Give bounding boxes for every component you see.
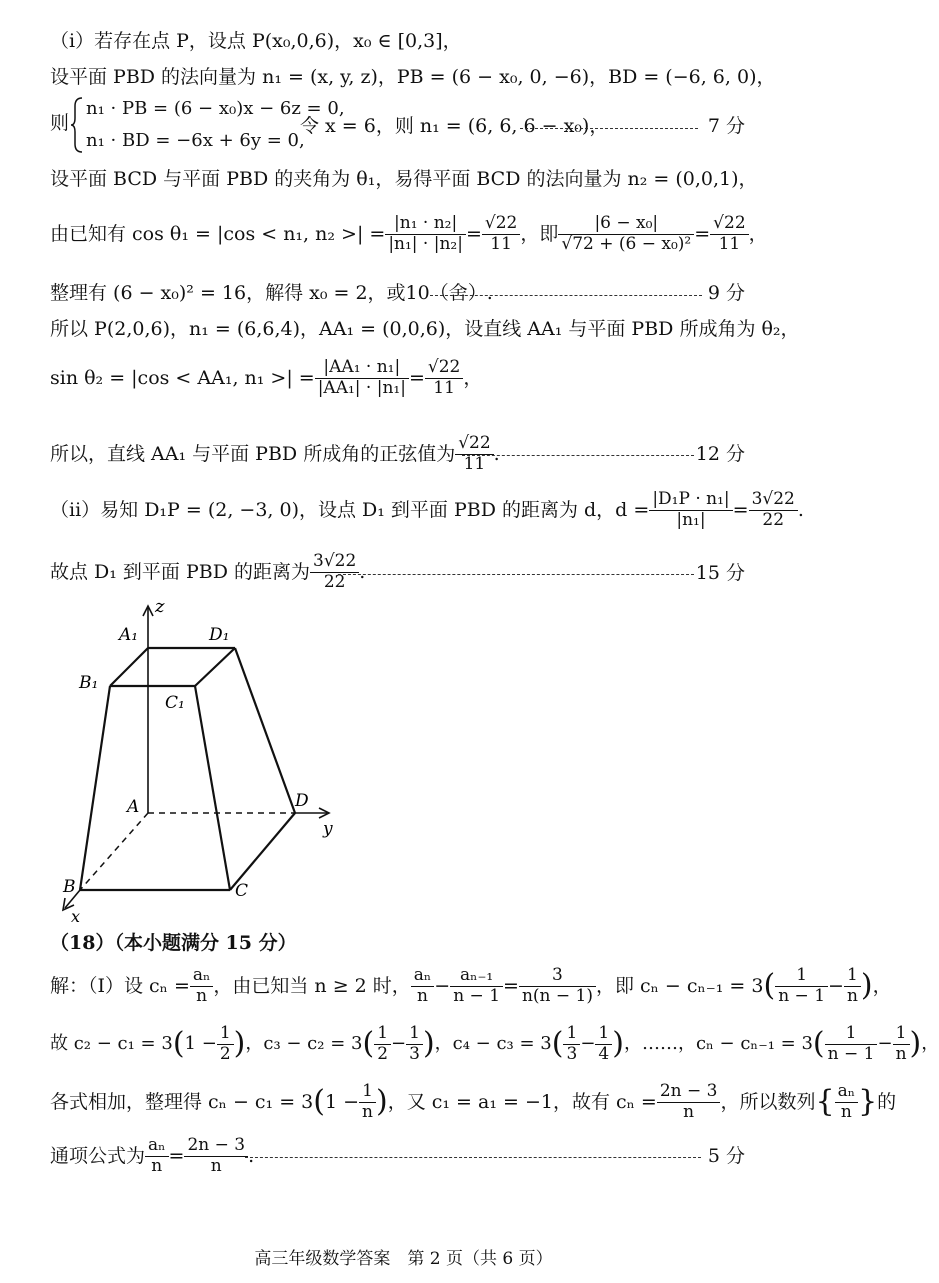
equals: = (503, 974, 519, 997)
text: 故 c₂ − c₁ = 3 (50, 1033, 173, 1054)
text: − (434, 974, 451, 997)
score-12: 12 分 (695, 443, 745, 465)
page-footer: 高三年级数学答案 第 2 页（共 6 页） (254, 1249, 553, 1269)
text: ，c₄ − c₃ = 3 (434, 1033, 552, 1054)
text: − (828, 974, 844, 997)
left-brace (70, 96, 84, 154)
label-z: z (155, 596, 165, 617)
numerator: 1 (844, 966, 861, 987)
fraction (595, 1024, 612, 1064)
numerator: 2n − 3 (657, 1082, 721, 1103)
numerator: |D₁P · n₁| (649, 490, 732, 511)
left-paren: ( (763, 968, 776, 1003)
numerator: aₙ (835, 1082, 859, 1103)
label-a1: A₁ (119, 625, 139, 645)
right-paren: ) (909, 1026, 922, 1061)
sin-prefix: sin θ₂ = |cos < AA₁, n₁ >| = (50, 366, 315, 389)
equals: = (732, 498, 749, 521)
part-ii-line (50, 484, 804, 536)
dash-leader (338, 574, 694, 575)
normal-vector-setup: 设平面 PBD 的法向量为 n₁ = (x, y, z)，PB = (6 − x₀, 0, −6)，BD = (−6, 6, 0)， (50, 66, 776, 88)
text: （ii）易知 D₁P = (2, −3, 0)，设点 D₁ 到平面 PBD 的距离为 d，d = (50, 498, 650, 521)
sin-theta2-line (50, 350, 482, 406)
score-9: 9 分 (707, 282, 745, 304)
cos-theta1-line (50, 206, 768, 262)
numerator: 1 (563, 1024, 580, 1045)
numerator: |AA₁ · n₁| (315, 358, 409, 379)
distance-result-line (50, 546, 365, 598)
fraction (310, 552, 359, 592)
label-a: A (127, 797, 140, 817)
text: ，又 c₁ = a₁ = −1，故有 cₙ = (387, 1090, 657, 1113)
fraction (374, 1024, 391, 1064)
frustum-figure (55, 598, 355, 928)
text: 1 − (324, 1090, 360, 1113)
label-d1: D₁ (209, 625, 230, 645)
denominator: 11 (433, 377, 455, 398)
numerator: |6 − x₀| (558, 214, 694, 235)
numerator: 3√22 (310, 552, 359, 573)
text: ，由已知当 n ≥ 2 时， (213, 974, 411, 997)
fraction (385, 214, 466, 254)
sine-value-line (50, 428, 500, 480)
text: . (493, 442, 500, 465)
numerator: 2n − 3 (184, 1136, 248, 1157)
numerator: |n₁ · n₂| (385, 214, 466, 235)
label-c1: C₁ (165, 693, 185, 713)
denominator: 22 (323, 571, 346, 592)
score-7: 7 分 (707, 115, 745, 137)
text: 通项公式为 (50, 1144, 146, 1167)
fraction (844, 966, 861, 1006)
score-5: 5 分 (707, 1145, 745, 1167)
fraction (450, 966, 503, 1006)
right-paren: ) (375, 1084, 388, 1119)
text: 的 (877, 1090, 897, 1113)
numerator: √22 (710, 214, 748, 235)
fraction (519, 966, 596, 1006)
text: ，即 (520, 222, 559, 245)
system-equation-2: n₁ · BD = −6x + 6y = 0, (86, 130, 305, 151)
text: ， (463, 366, 483, 389)
numerator: 1 (893, 1024, 910, 1045)
q18-line-1 (50, 958, 892, 1014)
text: ，c₃ − c₂ = 3 (245, 1033, 363, 1054)
right-paren: ) (233, 1026, 246, 1061)
fraction (425, 358, 463, 398)
fraction (406, 1024, 423, 1064)
angle-theta1-setup: 设平面 BCD 与平面 PBD 的夹角为 θ₁，易得平面 BCD 的法向量为 n₂ = (0,0,1)， (50, 168, 758, 190)
fraction (563, 1024, 580, 1064)
dash-leader (245, 1157, 701, 1158)
fraction (749, 490, 798, 530)
denominator: 3 (566, 1043, 578, 1064)
denominator: n (895, 1043, 907, 1064)
denominator: 3 (409, 1043, 420, 1064)
numerator: aₙ₋₁ (450, 966, 503, 987)
text: 所以，直线 AA₁ 与平面 PBD 所成角的正弦值为 (50, 442, 456, 465)
fraction (657, 1082, 721, 1122)
denominator: |n₁| · |n₂| (388, 233, 463, 254)
question-18-heading: （18）（本小题满分 15 分） (50, 932, 297, 954)
denominator: √72 + (6 − x₀)² (561, 233, 692, 254)
denominator: n − 1 (827, 1043, 875, 1064)
numerator: √22 (425, 358, 463, 379)
label-x: x (71, 907, 81, 926)
text: ，即 cₙ − cₙ₋₁ = 3 (595, 974, 764, 997)
denominator: n (196, 985, 208, 1006)
point-p-result: 所以 P(2,0,6)，n₁ = (6,6,4)，AA₁ = (0,0,6)，设直线 AA₁ 与平面 PBD 所成角为 θ₂， (50, 318, 800, 340)
text: 1 − (184, 1033, 217, 1054)
denominator: n (362, 1101, 373, 1122)
numerator: √22 (455, 434, 493, 455)
left-paren: ( (551, 1026, 564, 1061)
edge-c1-c (195, 686, 230, 890)
left-paren: ( (172, 1026, 185, 1061)
numerator: 1 (359, 1082, 376, 1103)
cos-prefix: 由已知有 cos θ₁ = |cos < n₁, n₂ >| = (50, 222, 386, 245)
right-brace: } (858, 1084, 878, 1119)
system-solution: 令 x = 6，则 n₁ = (6, 6, 6 − x₀)， (300, 115, 609, 137)
denominator: n(n − 1) (521, 985, 593, 1006)
right-paren: ) (860, 968, 873, 1003)
text: 各式相加，整理得 cₙ − c₁ = 3 (50, 1090, 314, 1113)
fraction (558, 214, 694, 254)
system-prefix: 则 (50, 112, 70, 134)
left-paren: ( (313, 1084, 325, 1119)
denominator: 22 (762, 509, 785, 530)
edge-d1-d (235, 648, 295, 813)
denominator: 2 (219, 1043, 231, 1064)
q18-line-3 (50, 1074, 896, 1130)
text: ， (921, 1033, 939, 1054)
minus: − (391, 1033, 407, 1054)
denominator: n (210, 1155, 222, 1176)
denominator: 11 (490, 233, 512, 254)
label-c: C (235, 881, 249, 901)
numerator: 1 (825, 1024, 878, 1045)
edge-d1-c1 (195, 648, 235, 686)
fraction (775, 966, 828, 1006)
text: ， (748, 222, 768, 245)
q18-line-4 (50, 1130, 254, 1182)
denominator: n (151, 1155, 163, 1176)
denominator: n (417, 985, 428, 1006)
denominator: n (846, 985, 858, 1006)
denominator: n − 1 (778, 985, 826, 1006)
edge-b1-b (80, 686, 110, 890)
text: 故点 D₁ 到平面 PBD 的距离为 (50, 560, 310, 583)
edge-c-d (230, 813, 295, 890)
text: . (797, 498, 804, 521)
fraction (455, 434, 493, 474)
denominator: n (683, 1101, 695, 1122)
part-i-intro: （i）若存在点 P，设点 P(x₀,0,6)，x₀ ∈ [0,3]， (50, 30, 462, 52)
equals: = (694, 222, 711, 245)
fraction (649, 490, 732, 530)
numerator: 1 (217, 1024, 234, 1045)
numerator: 1 (775, 966, 828, 987)
numerator: aₙ (145, 1136, 169, 1157)
label-y: y (323, 819, 333, 839)
right-paren: ) (422, 1026, 435, 1061)
fraction (315, 358, 409, 398)
system-equation-1: n₁ · PB = (6 − x₀)x − 6z = 0, (86, 98, 345, 119)
numerator: √22 (482, 214, 520, 235)
minus: − (580, 1033, 596, 1054)
numerator: 3 (519, 966, 596, 987)
fraction (835, 1082, 859, 1122)
minus: − (877, 1033, 893, 1054)
fraction (184, 1136, 248, 1176)
denominator: |AA₁| · |n₁| (317, 377, 406, 398)
text: ，……，cₙ − cₙ₋₁ = 3 (623, 1033, 813, 1054)
edge-b1-a1 (110, 648, 148, 686)
denominator: n − 1 (453, 985, 501, 1006)
dash-leader (430, 295, 702, 296)
fraction (482, 214, 520, 254)
numerator: 1 (595, 1024, 612, 1045)
dash-leader (520, 128, 698, 129)
fraction (359, 1082, 376, 1122)
fraction (710, 214, 748, 254)
text: ，所以数列 (720, 1090, 816, 1113)
label-d: D (295, 791, 309, 811)
fraction (825, 1024, 878, 1064)
denominator: 11 (463, 453, 486, 474)
text: . (248, 1144, 255, 1167)
fraction (217, 1024, 234, 1064)
label-b: B (63, 877, 76, 897)
denominator: 4 (598, 1043, 610, 1064)
denominator: 11 (718, 233, 741, 254)
fraction (893, 1024, 910, 1064)
denominator: 2 (377, 1043, 389, 1064)
numerator: 3√22 (749, 490, 798, 511)
numerator: aₙ (190, 966, 214, 987)
q18-line-2 (50, 1016, 939, 1072)
text: 解：（Ⅰ）设 cₙ = (50, 974, 190, 997)
left-paren: ( (362, 1026, 375, 1061)
denominator: n (840, 1101, 852, 1122)
label-b1: B₁ (79, 673, 99, 693)
numerator: 1 (406, 1024, 423, 1045)
dash-leader (462, 455, 694, 456)
fraction (145, 1136, 169, 1176)
fraction (411, 966, 435, 1006)
equals: = (408, 366, 425, 389)
text: . (359, 560, 366, 583)
score-15: 15 分 (695, 562, 745, 584)
solve-x0: 整理有 (6 − x₀)² = 16，解得 x₀ = 2，或10（舍）. (50, 282, 493, 304)
numerator: aₙ (411, 966, 435, 987)
right-paren: ) (612, 1026, 624, 1061)
fraction (190, 966, 214, 1006)
left-paren: ( (812, 1026, 825, 1061)
left-brace: { (815, 1084, 835, 1119)
denominator: |n₁| (676, 509, 706, 530)
equals: = (465, 222, 482, 245)
text: ， (872, 974, 892, 997)
equals: = (168, 1144, 185, 1167)
numerator: 1 (374, 1024, 391, 1045)
